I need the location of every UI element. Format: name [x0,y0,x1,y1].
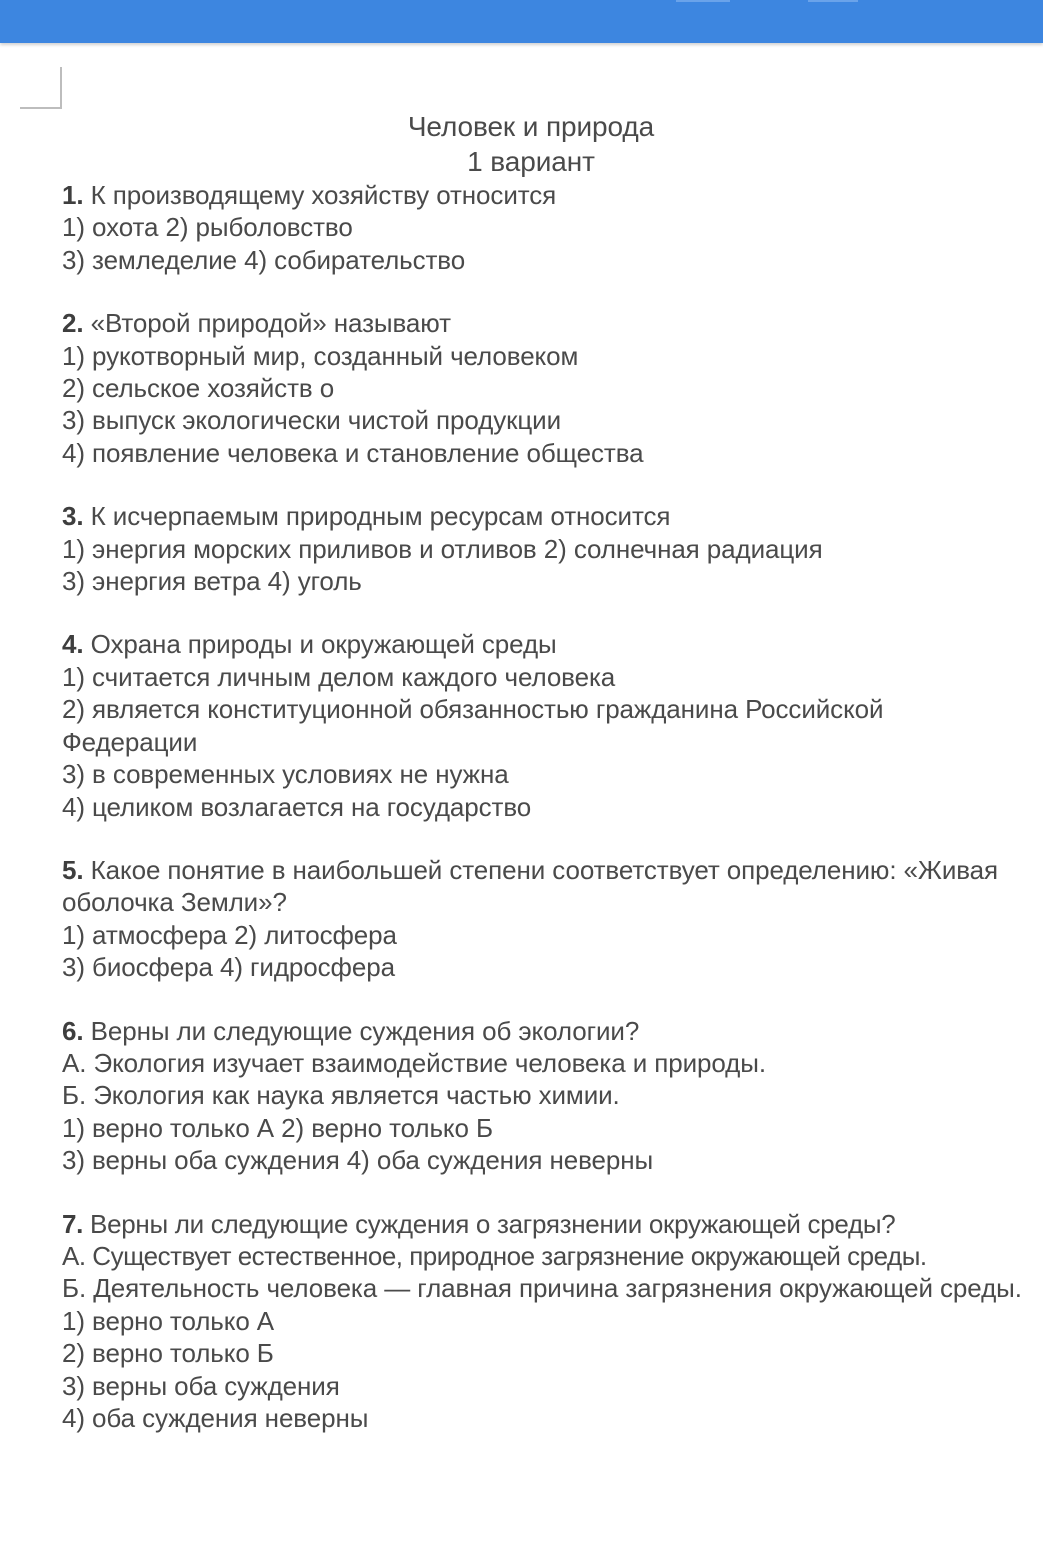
question-heading [62,307,1043,339]
answer-line: Б. Экология как наука является частью химии. [62,1080,620,1111]
page-corner-marker [20,67,62,109]
answer-line: 4) целиком возлагается на государство [62,791,532,822]
answer-line: 3) верны оба суждения [62,1370,340,1401]
answer-line: 2) сельское хозяйств о [62,373,335,404]
question-7 [62,1208,1043,1435]
question-heading [62,1015,1043,1047]
answer-line: 3) биосфера 4) гидросфера [62,952,395,983]
answer-line: 1) верно только А [62,1305,275,1336]
question-heading [62,1208,1043,1240]
question-heading [62,628,1043,660]
document-title: Человек и природа [407,111,655,142]
answer-line: 1) атмосфера 2) литосфера [62,919,397,950]
answer-line: 3) земледелие 4) собирательство [62,244,466,275]
answer-line: 4) оба суждения неверны [62,1403,369,1433]
top-app-bar [0,0,1043,43]
question-number: 4. [62,629,84,660]
answer-line: А. Существует естественное, природное загрязнение окружающей среды. [62,1240,927,1271]
document-page [62,109,1043,1465]
answer-line: А. Экология изучает взаимодействие человека и природы. [62,1047,766,1078]
question-text: Верны ли следующие суждения о загрязнении окружающей среды? [90,1208,896,1239]
question-number: 5. [62,854,84,885]
answer-line: 3) в современных условиях не нужна [62,759,509,790]
question-number: 1. [62,180,84,210]
answer-line: 1) верно только А 2) верно только Б [62,1112,493,1143]
question-number: 3. [62,501,84,532]
answer-line: 1) рукотворный мир, созданный человеком [62,340,579,371]
question-2 [62,307,1043,469]
question-text: Верны ли следующие суждения об экологии? [90,1015,640,1046]
question-4 [62,628,1043,822]
question-1 [62,179,1043,276]
question-heading [62,500,1043,532]
toolbar-indicator [676,0,730,2]
question-3 [62,500,1043,597]
question-text: Какое понятие в наибольшей степени соответствует определению: «Живая оболочка Земли»? [62,854,999,918]
question-text: К исчерпаемым природным ресурсам относится [90,501,671,532]
answer-line: 3) выпуск экологически чистой продукции [62,405,562,436]
question-text: Охрана природы и окружающей среды [90,629,557,660]
answer-line: 2) верно только Б [62,1338,274,1369]
answer-line: 2) является конституционной обязанностью гражданина Российской Федерации [62,694,884,757]
question-5 [62,854,1043,984]
question-text: «Второй природой» называют [90,308,451,339]
question-6 [62,1015,1043,1177]
answer-line: 1) считается личным делом каждого человека [62,661,616,692]
question-number: 6. [62,1015,84,1046]
answer-line: 3) верны оба суждения 4) оба суждения неверны [62,1145,654,1176]
answer-line: 4) появление человека и становление общества [62,437,644,468]
answer-line: 1) охота 2) рыболовство [62,212,353,243]
question-heading [62,179,1043,211]
toolbar-indicator [808,0,858,2]
question-text: К производящему хозяйству относится [90,180,557,210]
document-title-block [0,109,1000,179]
question-number: 2. [62,308,84,339]
question-heading [62,854,1002,919]
answer-line: 1) энергия морских приливов и отливов 2) солнечная радиация [62,533,823,564]
answer-line: 3) энергия ветра 4) уголь [62,566,362,597]
question-number: 7. [62,1208,84,1239]
document-variant: 1 вариант [467,146,595,177]
answer-line: Б. Деятельность человека — главная причина загрязнения окружающей среды. [62,1273,1022,1304]
